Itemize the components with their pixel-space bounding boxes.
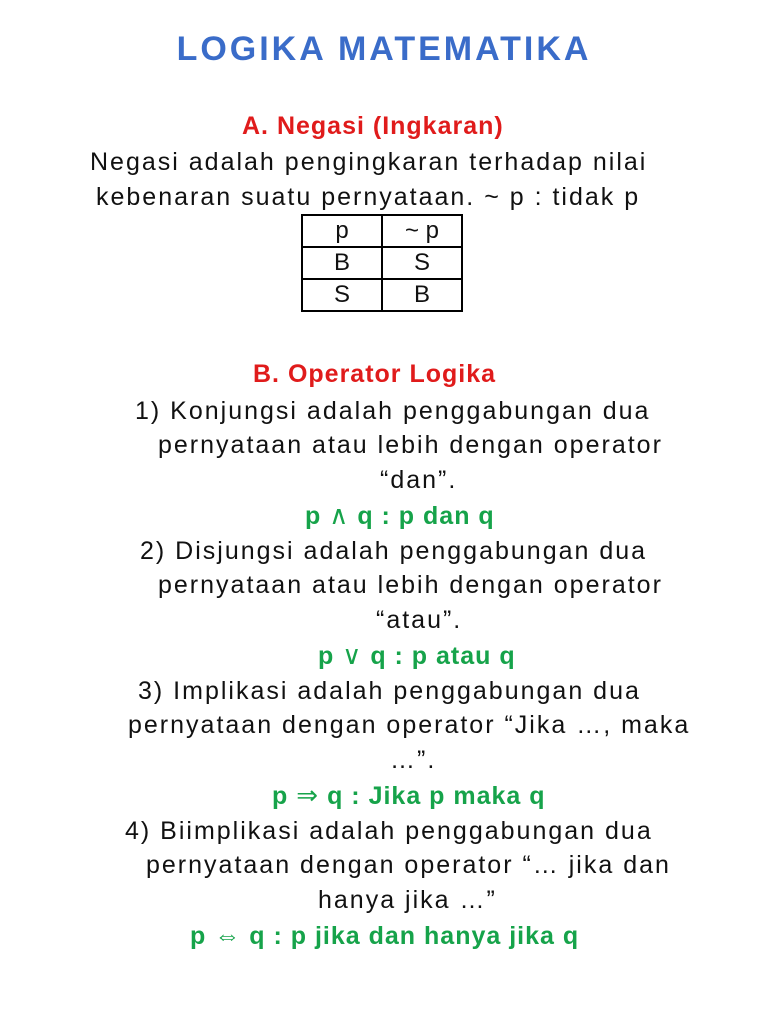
or-symbol-icon: ∨ (342, 640, 363, 670)
implies-symbol-icon: ⇒ (296, 780, 320, 810)
item-3-line1: 3) Implikasi adalah penggabungan dua (138, 677, 641, 705)
section-a-line1: Negasi adalah pengingkaran terhadap nilai (90, 148, 648, 176)
table-header-cell: ~ p (382, 215, 462, 247)
table-row (302, 247, 462, 279)
formula-disjunction (318, 640, 516, 671)
formula-right: q : p dan q (357, 502, 495, 530)
formula-left: p (190, 922, 207, 950)
section-b-heading: B. Operator Logika (253, 360, 497, 388)
item-4-line1: 4) Biimplikasi adalah penggabungan dua (125, 817, 653, 845)
iff-symbol-icon: ⇔ (214, 920, 242, 950)
table-header-cell: p (302, 215, 382, 247)
section-a-line2: kebenaran suatu pernyataan. ~ p : tidak p (96, 183, 641, 211)
formula-left: p (318, 642, 335, 670)
table-cell: S (302, 279, 382, 311)
item-2-line3: “atau”. (376, 606, 463, 634)
page-title: LOGIKA MATEMATIKA (176, 30, 592, 68)
formula-left: p (272, 782, 289, 810)
formula-right: q : Jika p maka q (327, 782, 546, 810)
formula-implication (272, 780, 546, 811)
item-3-line2: pernyataan dengan operator “Jika …, maka (128, 711, 691, 739)
item-4-line3: hanya jika …” (318, 886, 497, 914)
item-1-line3: “dan”. (380, 466, 458, 494)
item-2-line2: pernyataan atau lebih dengan operator (158, 571, 663, 599)
table-header-row (302, 215, 462, 247)
item-4-line2: pernyataan dengan operator “… jika dan (146, 851, 671, 879)
formula-biimplication (190, 920, 579, 951)
and-symbol-icon: ∧ (329, 500, 350, 530)
item-3-line3: …”. (390, 746, 437, 774)
table-cell: B (382, 279, 462, 311)
formula-left: p (305, 502, 322, 530)
negation-truth-table (301, 214, 463, 312)
section-a-heading: A. Negasi (Ingkaran) (242, 112, 504, 140)
item-2-line1: 2) Disjungsi adalah penggabungan dua (140, 537, 648, 565)
formula-conjunction (305, 500, 495, 531)
table-row (302, 279, 462, 311)
formula-right: q : p atau q (370, 642, 516, 670)
item-1-line2: pernyataan atau lebih dengan operator (158, 431, 663, 459)
table-cell: S (382, 247, 462, 279)
formula-right: q : p jika dan hanya jika q (249, 922, 580, 950)
item-1-line1: 1) Konjungsi adalah penggabungan dua (135, 397, 651, 425)
table-cell: B (302, 247, 382, 279)
